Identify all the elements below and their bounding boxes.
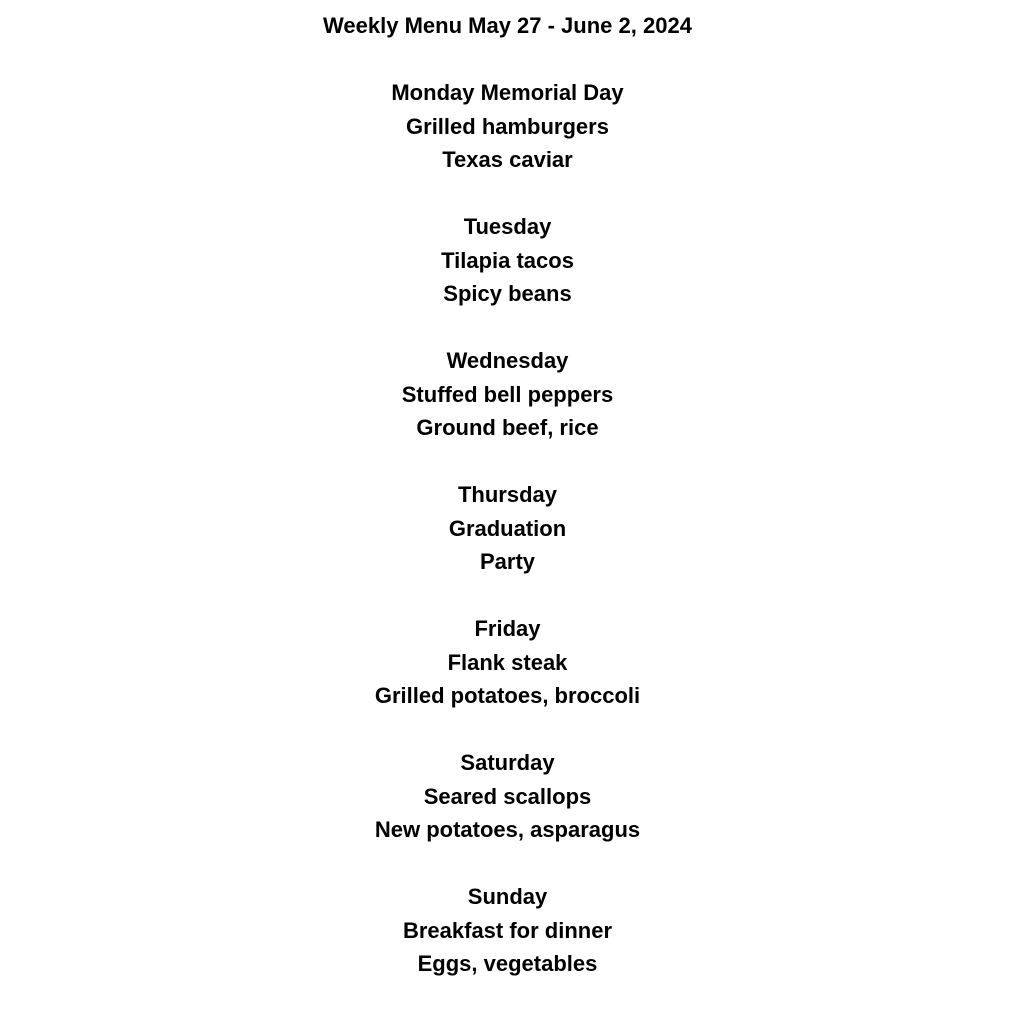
- side-dish: Texas caviar: [442, 147, 573, 172]
- side-dish: Ground beef, rice: [416, 415, 599, 440]
- main-dish: Breakfast for dinner: [402, 917, 613, 943]
- menu-title: Weekly Menu May 27 - June 2, 2024: [323, 13, 692, 38]
- day-name: Sunday: [467, 884, 548, 909]
- main-dish: Grilled hamburgers: [406, 113, 609, 139]
- day-block-monday: [0, 76, 1015, 177]
- day-block-saturday: [0, 746, 1015, 847]
- main-dish: Graduation: [448, 515, 567, 541]
- main-dish: Seared scallops: [423, 783, 592, 809]
- day-name: Thursday: [457, 482, 558, 507]
- main-dish: Flank steak: [447, 649, 568, 675]
- day-name: Friday: [474, 616, 541, 641]
- side-dish: Eggs, vegetables: [417, 951, 598, 976]
- side-dish: Spicy beans: [443, 281, 572, 306]
- day-block-friday: [0, 612, 1015, 713]
- day-name: Saturday: [460, 750, 555, 775]
- side-dish: Party: [479, 549, 536, 574]
- main-dish: Stuffed bell peppers: [401, 381, 614, 407]
- day-block-wednesday: [0, 344, 1015, 445]
- day-block-thursday: [0, 478, 1015, 579]
- day-block-sunday: [0, 880, 1015, 981]
- day-block-tuesday: [0, 210, 1015, 311]
- day-name: Monday Memorial Day: [391, 80, 624, 105]
- weekly-menu: [0, 9, 1015, 981]
- main-dish: Tilapia tacos: [441, 247, 574, 273]
- side-dish: New potatoes, asparagus: [374, 817, 641, 842]
- day-name: Wednesday: [446, 348, 569, 373]
- side-dish: Grilled potatoes, broccoli: [374, 683, 641, 708]
- day-name: Tuesday: [463, 214, 552, 239]
